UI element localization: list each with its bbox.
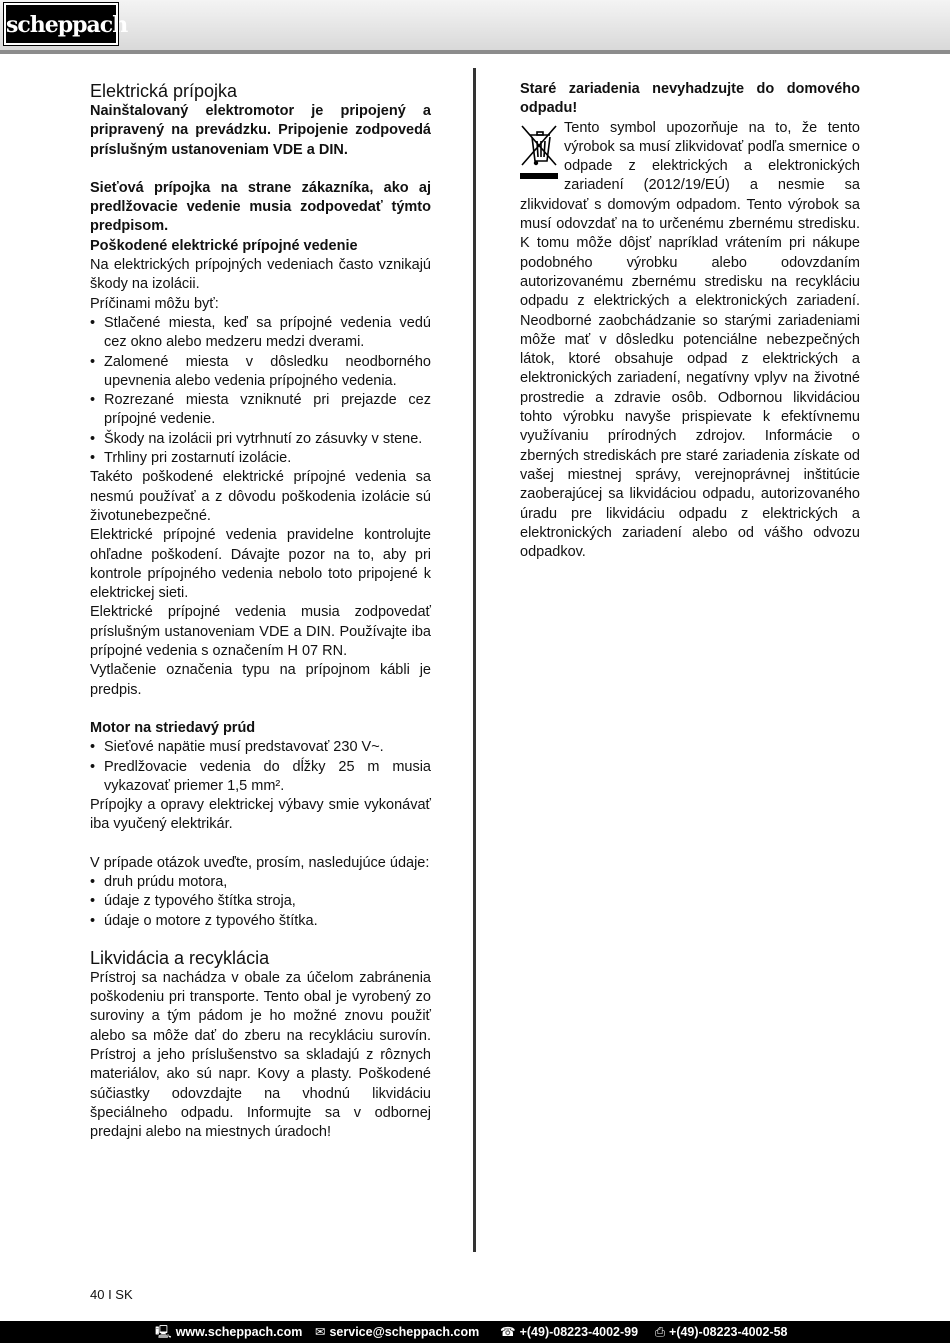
left-column [90, 80, 431, 1143]
weee-body: Tento symbol upozorňuje na to, že tento výrobok sa musí zlikvidovať podľa smernice o odpade z elektrických a elektronických zariadení (2012/19/EÚ) a nesmie sa zlikvidovať s domovým odpadom. Tento výrobok sa musí odovzdať na to určenému zbernému stredisku. K tomu môže dôjsť napríklad vrátením pri nákupe podobného výrobku alebo odovzdaním autorizovanému zbernému stredisku na recykláciu odpadu z elektrických a elektronických zariadení. Neodborné zaobchádzanie so starými zariadeniami môže mať v dôsledku potenciálne nebezpečných látok, ktoré obsahuje odpad z elektrických a elektronických zariadení, negatívny vplyv na životné prostredie a zdravie osôb. Odbornou likvidáciou tohto výrobku navyše prispievate k efektívnemu využívaniu prírodných zdrojov. Informácie o zberných strediskách pre staré zariadenia získate od vašej miestnej správy, verejnoprávnej inštitúcie zaoberajúcej sa likvidáciou odpadu, autorizovaného úradu pre likvidáciu odpadu z elektrických a elektronických zariadení alebo od vášho odvozu odpadkov. [520, 119, 860, 561]
paragraph: Elektrické prípojné vedenia musia zodpovedať príslušným ustanoveniam VDE a DIN. Používajte iba prípojné vedenia s označením H 07 RN. [90, 604, 431, 660]
list-item: • Stlačené miesta, keď sa prípojné vedenia vedú cez okno alebo medzeru medzi dverami. [90, 314, 431, 353]
list-item: • údaje o motore z typového štítka. [90, 912, 431, 931]
paragraph: Na elektrických prípojných vedeniach často vznikajú škody na izolácii. [90, 257, 431, 293]
paragraph: Takéto poškodené elektrické prípojné vedenia sa nesmú používať a z dôvodu poškodenia izolácie sú životunebezpečné. [90, 469, 431, 524]
list-item: • Trhliny pri zostarnutí izolácie. [90, 449, 431, 468]
phone-icon: ☎ [500, 1325, 516, 1339]
subheading-damaged-cable: Poškodené elektrické prípojné vedenie [90, 237, 358, 254]
paragraph: Elektrické prípojné vedenia pravidelne kontrolujte ohľadne poškodení. Dávajte pozor na to, aby pri kontrole prípojného vedenia nebolo toto pripojené k elektrickej sieti. [90, 527, 431, 602]
paragraph: V prípade otázok uveďte, prosím, nasledujúce údaje: [90, 854, 430, 871]
info-list [90, 873, 431, 931]
footer-website[interactable]: 🖳 www.scheppach.com [155, 1325, 303, 1339]
paragraph: Prístroj sa nachádza v obale za účelom zabránenia poškodeniu pri transporte. Tento obal je vyrobený zo suroviny a tým pádom je ho možné znovu použiť alebo sa môže dať do zberu na recykláciu surovín. Prístroj a jeho príslušenstvo sa skladajú z rôznych materiálov, ako sú napr. Kovy a plasty. Poškodené súčiastky odovzdajte na vhodnú likvidáciu špeciálneho odpadu. Informujte sa v odbornej predajni alebo na miestnych úradoch! [90, 969, 431, 1141]
footer-email[interactable]: ✉ service@scheppach.com [315, 1325, 480, 1339]
mail-icon: ✉ [315, 1325, 326, 1339]
paragraph: Nainštalovaný elektromotor je pripojený a pripravený na prevádzku. Pripojenie zodpovedá príslušným ustanoveniam VDE a DIN. [90, 103, 431, 158]
crossed-out-wheelie-bin-icon [520, 121, 564, 181]
list-item: • Škody na izolácii pri vytrhnutí zo zásuvky v stene. [90, 430, 431, 449]
paragraph: Sieťová prípojka na strane zákazníka, ako aj predlžovacie vedenie musia zodpovedať týmto predpisom. [90, 179, 431, 235]
list-item: • Sieťové napätie musí predstavovať 230 V~. [90, 738, 431, 757]
footer-phone[interactable]: ☎ +(49)-08223-4002-99 [500, 1325, 639, 1339]
paragraph: Prípojky a opravy elektrickej výbavy smie vykonávať iba vyučený elektrikár. [90, 797, 431, 833]
section-title-disposal: Likvidácia a recyklácia [90, 947, 270, 968]
list-item: • Predlžovacie vedenia do dĺžky 25 m musia vykazovať priemer 1,5 mm². [90, 758, 431, 797]
paragraph: Vytlačenie označenia typu na prípojnom kábli je predpis. [90, 662, 431, 698]
computer-icon: 🖳 [155, 1325, 172, 1339]
motor-list [90, 738, 431, 796]
page-header [0, 0, 950, 54]
scheppach-logo: scheppach [4, 3, 118, 45]
subheading-ac-motor: Motor na striedavý prúd [90, 719, 256, 736]
column-divider [473, 68, 476, 1252]
section-title-electrical-connection: Elektrická prípojka [90, 81, 238, 101]
list-item: • druh prúdu motora, [90, 873, 431, 892]
list-item: • Rozrezané miesta vzniknuté pri prejazde cez prípojné vedenie. [90, 391, 431, 430]
page-number: 40 I SK [90, 1287, 133, 1302]
list-item: • údaje z typového štítka stroja, [90, 892, 431, 911]
footer-bar [0, 1321, 950, 1343]
causes-list [90, 314, 431, 468]
footer-fax[interactable]: ⎙ +(49)-08223-4002-58 [655, 1325, 788, 1339]
fax-icon: ⎙ [655, 1325, 666, 1339]
weee-heading: Staré zariadenia nevyhadzujte do domového odpadu! [520, 81, 860, 117]
list-item: • Zalomené miesta v dôsledku neodborného upevnenia alebo vedenia prípojného vedenia. [90, 353, 431, 392]
right-column [520, 80, 860, 562]
paragraph: Príčinami môžu byť: [90, 295, 219, 312]
